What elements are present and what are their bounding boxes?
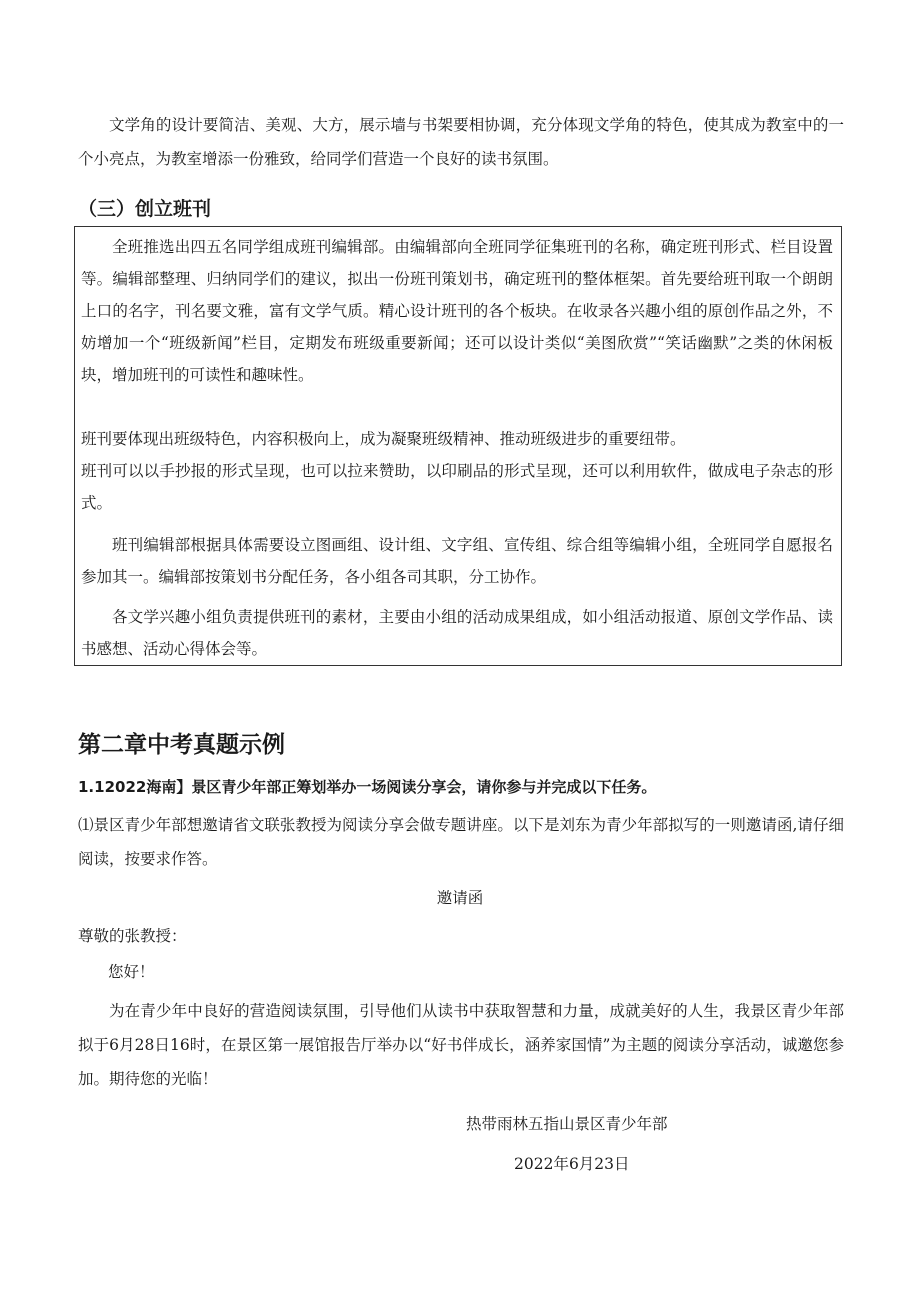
class-journal-box — [74, 226, 842, 666]
letter-body: 为在青少年中良好的营造阅读氛围，引导他们从读书中获取智慧和力量，成就美好的人生，我景区青少年部拟于6月28日16时，在景区第一展馆报告厅举办以“好书伴成长，涵养家国情”为主题的阅读分享活动，诚邀您参加。期待您的光临！ — [78, 1002, 844, 1088]
letter-title: 邀请函 — [436, 889, 484, 907]
question-title: 1.12022海南】景区青少年部正筹划举办一场阅读分享会，请你参与并完成以下任务。 — [78, 778, 657, 796]
question-text: ⑴景区青少年部想邀请省文联张教授为阅读分享会做专题讲座。以下是刘东为青少年部拟写的一则邀请函,请仔细阅读，按要求作答。 — [78, 816, 844, 868]
chapter-heading: 第二章中考真题示例 — [78, 731, 285, 758]
journal-paragraph-5: 各文学兴趣小组负责提供班刊的素材，主要由小组的活动成果组成，如小组活动报道、原创文学作品、读书感想、活动心得体会等。 — [81, 608, 833, 658]
literature-corner-paragraph: 文学角的设计要简洁、美观、大方，展示墙与书架要相协调，充分体现文学角的特色，使其成为教室中的一个小亮点，为教室增添一份雅致，给同学们营造一个良好的读书氛围。 — [78, 116, 844, 168]
letter-date: 2022年6月23日 — [514, 1155, 630, 1173]
letter-signature: 热带雨林五指山景区青少年部 — [466, 1115, 668, 1133]
journal-paragraph-3: 班刊可以以手抄报的形式呈现，也可以拉来赞助，以印刷品的形式呈现，还可以利用软件，做成电子杂志的形式。 — [81, 462, 833, 512]
section-heading-class-journal: （三）创立班刊 — [78, 198, 212, 220]
letter-salutation: 尊敬的张教授： — [78, 927, 187, 945]
journal-paragraph-1: 全班推选出四五名同学组成班刊编辑部。由编辑部向全班同学征集班刊的名称，确定班刊形式、栏目设置等。编辑部整理、归纳同学们的建议，拟出一份班刊策划书，确定班刊的整体框架。首先要给班刊取一个朗朗上口的名字，刊名要文雅，富有文学气质。精心设计班刊的各个板块。在收录各兴趣小组的原创作品之外，不妨增加一个“班级新闻”栏目，定期发布班级重要新闻；还可以设计类似“美图欣赏”“笑话幽默”之类的休闲板块，增加班刊的可读性和趣味性。 — [81, 238, 833, 384]
journal-paragraph-2: 班刊要体现出班级特色，内容积极向上，成为凝聚班级精神、推动班级进步的重要纽带。 — [81, 430, 686, 448]
journal-paragraph-4: 班刊编辑部根据具体需要设立图画组、设计组、文字组、宣传组、综合组等编辑小组，全班同学自愿报名参加其一。编辑部按策划书分配任务，各小组各司其职，分工协作。 — [81, 536, 833, 586]
letter-greeting: 您好！ — [108, 963, 155, 981]
